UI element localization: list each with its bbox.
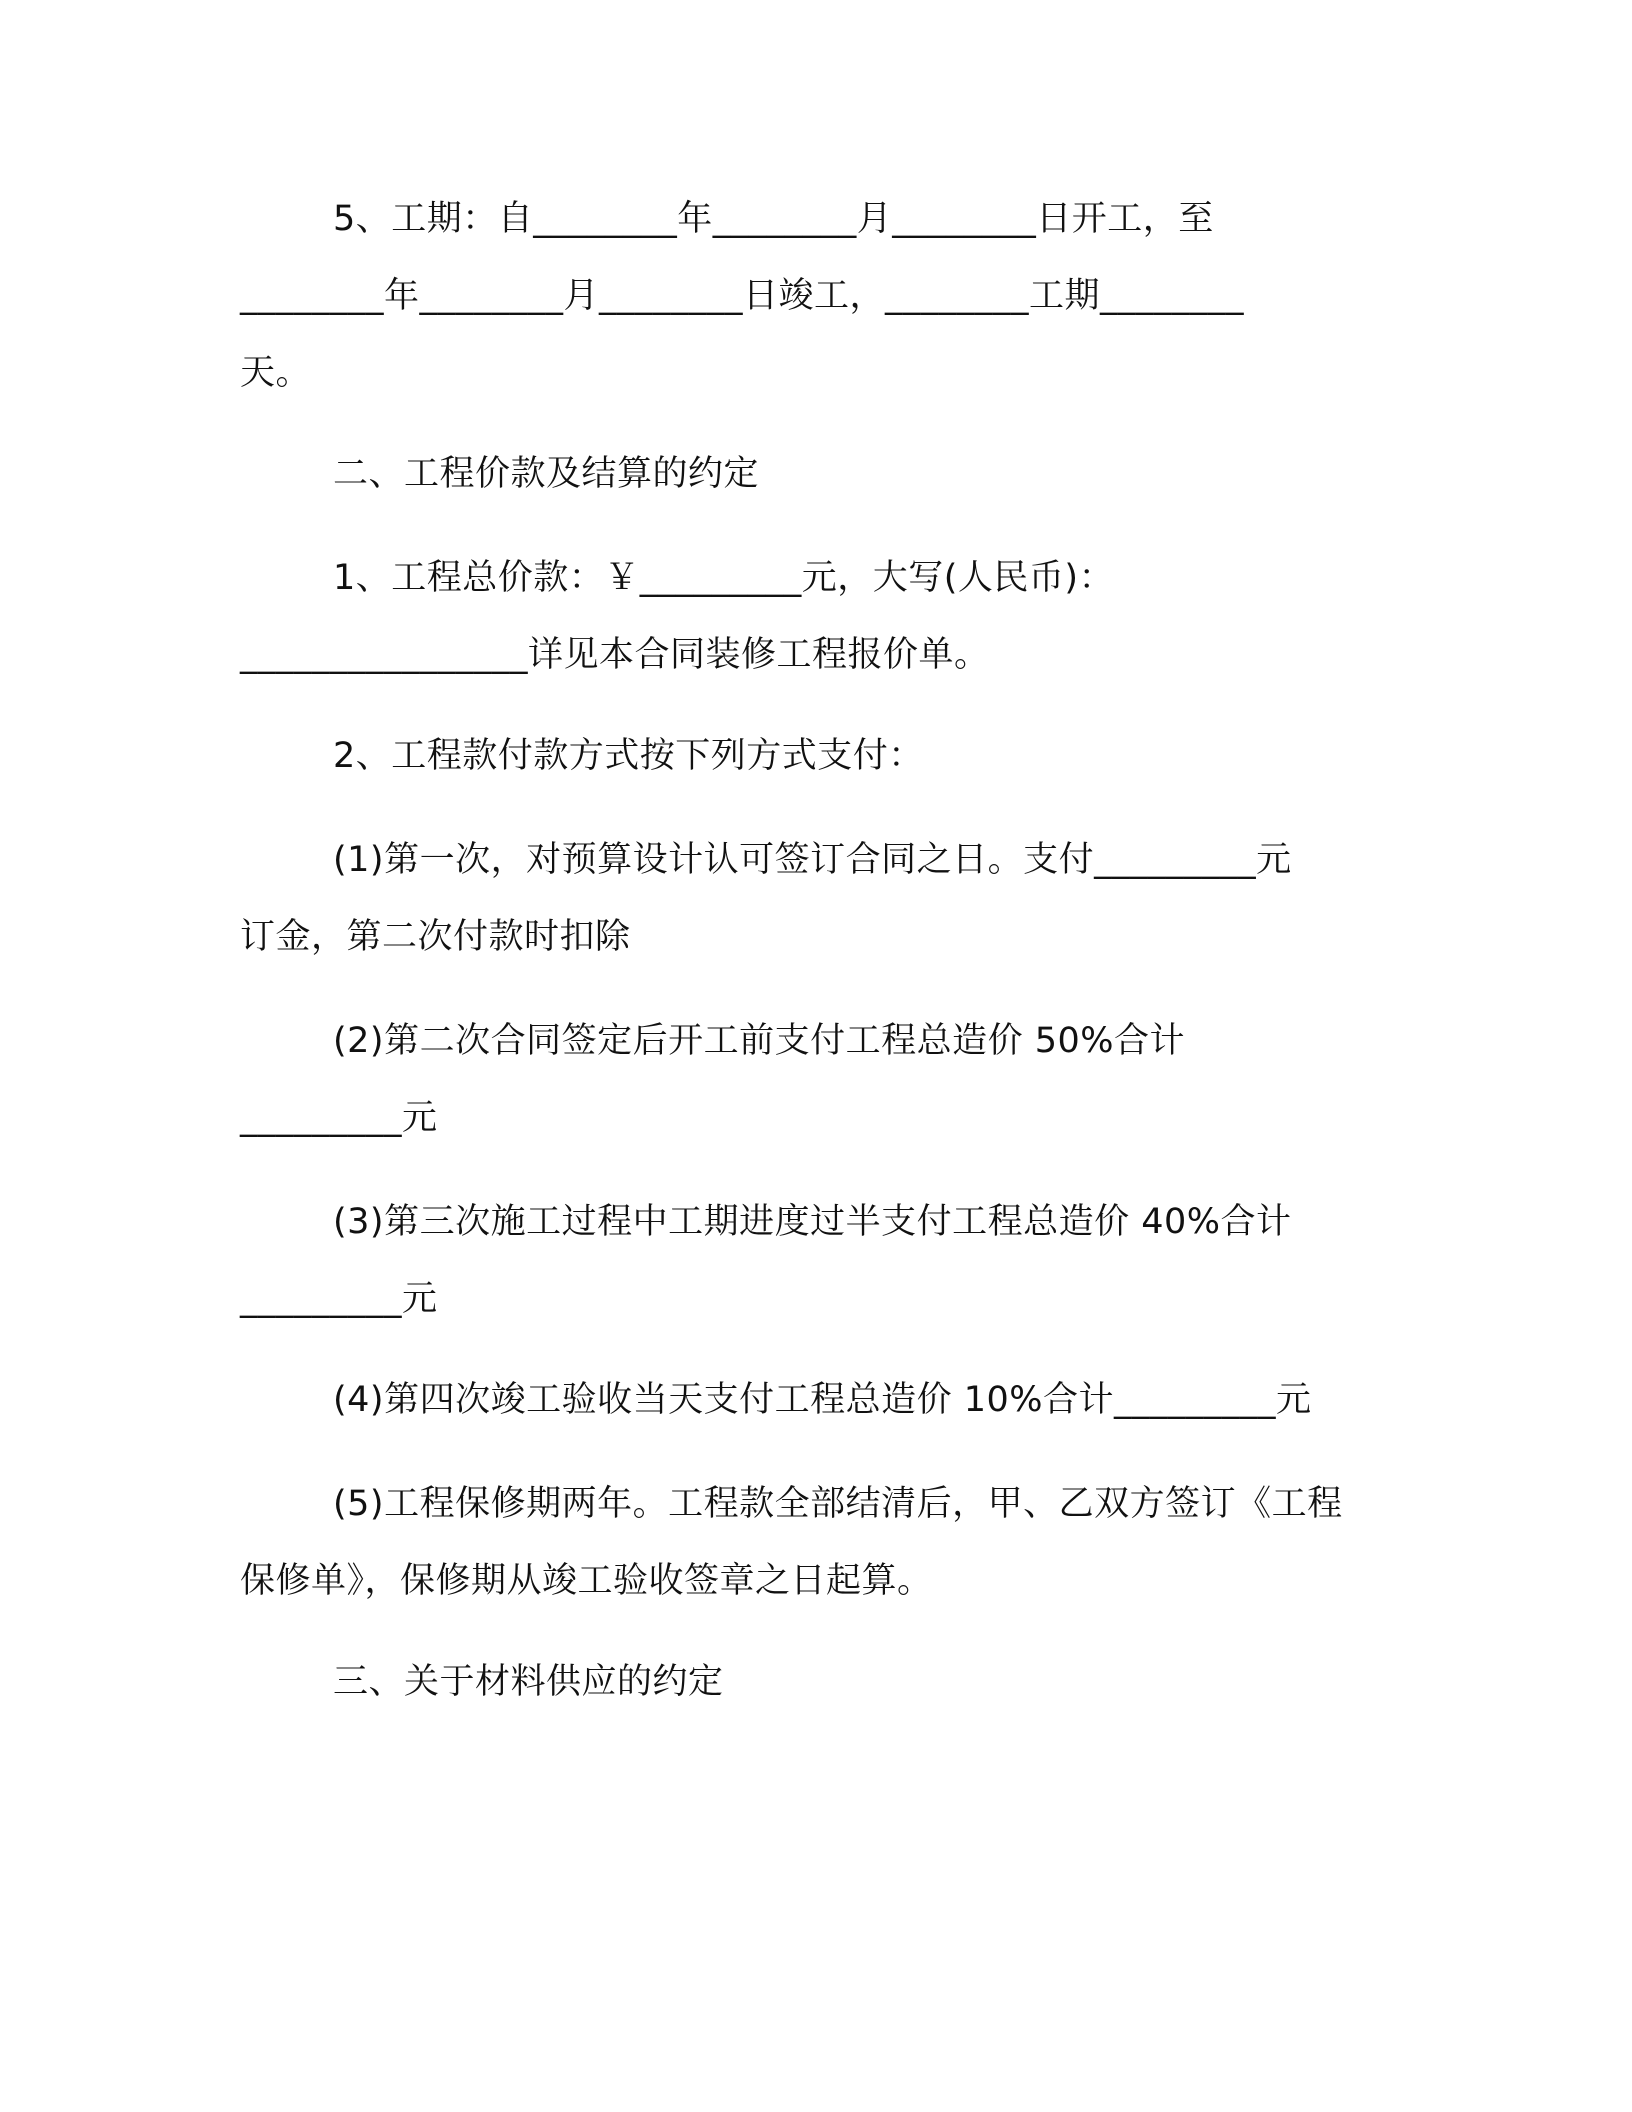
payment-2-line-2: _________元 xyxy=(240,1098,438,1138)
section-3-heading: 三、关于材料供应的约定 xyxy=(333,1662,724,1702)
payment-2-line-1: (2)第二次合同签定后开工前支付工程总造价 50%合计 xyxy=(333,1021,1185,1061)
payment-1-line-1: (1)第一次，对预算设计认可签订合同之日。支付_________元 xyxy=(333,840,1292,880)
payment-1-line-2: 订金，第二次付款时扣除 xyxy=(240,917,631,957)
clause-5-schedule-line-3: 天。 xyxy=(240,353,312,393)
payment-5-warranty-line-2: 保修单》，保修期从竣工验收签章之日起算。 xyxy=(240,1561,933,1601)
payment-5-warranty-line-1: (5)工程保修期两年。工程款全部结清后，甲、乙双方签订《工程 xyxy=(333,1484,1343,1524)
clause-1-total-price-line-1: 1、工程总价款：￥_________元，大写(人民币)： xyxy=(333,558,1115,598)
payment-3-line-2: _________元 xyxy=(240,1279,438,1319)
payment-4-line: (4)第四次竣工验收当天支付工程总造价 10%合计_________元 xyxy=(333,1380,1312,1420)
clause-5-schedule-line-1: 5、工期：自________年________月________日开工，至 xyxy=(333,199,1214,239)
payment-3-line-1: (3)第三次施工过程中工期进度过半支付工程总造价 40%合计 xyxy=(333,1202,1292,1242)
section-2-heading: 二、工程价款及结算的约定 xyxy=(333,454,760,494)
clause-2-payment-method: 2、工程款付款方式按下列方式支付： xyxy=(333,736,924,776)
clause-1-total-price-line-2: ________________详见本合同装修工程报价单。 xyxy=(240,635,990,675)
clause-5-schedule-line-2: ________年________月________日竣工，________工期________ xyxy=(240,276,1245,316)
